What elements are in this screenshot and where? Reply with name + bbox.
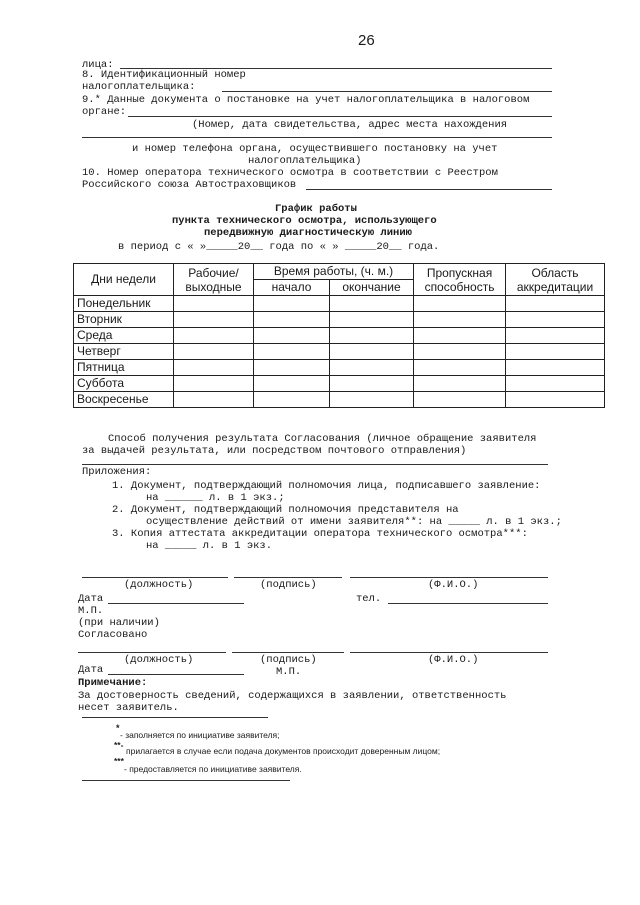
capacity-cell[interactable]: [414, 392, 506, 408]
schedule-title: График работы: [275, 203, 357, 215]
header-start: начало: [254, 280, 330, 296]
accreditation-cell[interactable]: [506, 376, 605, 392]
stamp-label-2: М.П.: [276, 666, 302, 678]
note-title: Примечание:: [78, 677, 148, 689]
header-accreditation: Область аккредитации: [506, 264, 605, 296]
capacity-cell[interactable]: [414, 376, 506, 392]
day-cell: Пятница: [74, 360, 174, 376]
item-8-label: 8. Идентификационный номер: [82, 69, 246, 81]
start-cell[interactable]: [254, 312, 330, 328]
position-caption-2: (должность): [124, 654, 194, 666]
workdays-cell[interactable]: [174, 296, 254, 312]
table-row: [74, 360, 605, 376]
agreed-label: Согласовано: [78, 629, 148, 641]
item-9-label-cont: органе:: [82, 106, 127, 118]
end-cell[interactable]: [330, 344, 414, 360]
method-text-1: Способ получения результата Согласования (личное обращение заявителя: [108, 433, 537, 445]
person-label: лица:: [82, 59, 114, 71]
item-9-label: 9.* Данные документа о постановке на учет налогоплательщика в налоговом: [82, 94, 530, 106]
tax-registration-field-line-2[interactable]: [82, 137, 552, 138]
tax-registration-hint-1: (Номер, дата свидетельства, адрес места нахождения: [192, 119, 508, 131]
day-cell: Четверг: [74, 344, 174, 360]
position-line[interactable]: [82, 577, 228, 578]
table-row: [74, 344, 605, 360]
accreditation-cell[interactable]: [506, 344, 605, 360]
table-row: [74, 376, 605, 392]
attachments-title: Приложения:: [82, 466, 152, 478]
footnote-2: прилагается в случае если подача документов происходит доверенным лицом;: [126, 746, 441, 756]
tax-registration-hint-2: и номер телефона органа, осуществившего постановку на учет: [132, 143, 498, 155]
item-8-label-cont: налогоплательщика:: [82, 81, 196, 93]
fio-line[interactable]: [350, 577, 548, 578]
header-worktime: Время работы, (ч. м.): [254, 264, 414, 280]
capacity-cell[interactable]: [414, 360, 506, 376]
attachment-2: 2. Документ, подтверждающий полномочия представителя на: [112, 504, 459, 516]
note-text-1: За достоверность сведений, содержащихся в заявлении, ответственность: [78, 690, 507, 702]
stamp-label: М.П.: [78, 605, 104, 617]
date-label-2: Дата: [78, 664, 104, 676]
signature-line-2[interactable]: [232, 652, 344, 653]
attachment-3-pages: на _____ л. в 1 экз.: [146, 540, 273, 552]
start-cell[interactable]: [254, 328, 330, 344]
workdays-cell[interactable]: [174, 360, 254, 376]
note-text-2: несет заявитель.: [78, 702, 179, 714]
day-cell: Понедельник: [74, 296, 174, 312]
schedule-period: в период с « »_____20__ года по « » _____20__ года.: [118, 241, 440, 253]
item-10-label: 10. Номер оператора технического осмотра в соответствии с Реестром: [82, 167, 498, 179]
end-cell[interactable]: [330, 296, 414, 312]
fio-caption: (Ф.И.О.): [428, 579, 479, 591]
workdays-cell[interactable]: [174, 344, 254, 360]
date-line-2[interactable]: [108, 674, 244, 675]
page-number: 26: [358, 32, 375, 49]
end-cell[interactable]: [330, 360, 414, 376]
attachment-2-pages: осуществление действий от имени заявителя**: на _____ л. в 1 экз.;: [146, 516, 562, 528]
table-row: [74, 392, 605, 408]
signature-caption-2: (подпись): [260, 654, 317, 666]
table-row: [74, 312, 605, 328]
start-cell[interactable]: [254, 376, 330, 392]
header-workdays: Рабочие/ выходные: [174, 264, 254, 296]
header-end: окончание: [330, 280, 414, 296]
header-capacity: Пропускная способность: [414, 264, 506, 296]
attachment-1-pages: на ______ л. в 1 экз.;: [146, 492, 285, 504]
capacity-cell[interactable]: [414, 328, 506, 344]
footnote-1: - заполняется по инициативе заявителя;: [120, 730, 280, 740]
workdays-cell[interactable]: [174, 328, 254, 344]
workdays-cell[interactable]: [174, 392, 254, 408]
accreditation-cell[interactable]: [506, 312, 605, 328]
method-text-2: за выдачей результата, или посредством почтового отправления): [82, 445, 467, 457]
footnote-2-mark: **-: [114, 740, 124, 750]
accreditation-cell[interactable]: [506, 392, 605, 408]
footnote-3: - предоставляется по инициативе заявителя.: [124, 764, 302, 774]
start-cell[interactable]: [254, 296, 330, 312]
position-caption: (должность): [124, 579, 194, 591]
footnotes-divider: [82, 780, 290, 781]
table-row: [74, 328, 605, 344]
stamp-if-any: (при наличии): [78, 617, 160, 629]
method-field-line[interactable]: [82, 464, 548, 465]
fio-caption-2: (Ф.И.О.): [428, 654, 479, 666]
signature-line[interactable]: [234, 577, 342, 578]
end-cell[interactable]: [330, 312, 414, 328]
schedule-table: [73, 263, 605, 408]
item-10-label-cont: Российского союза Автостраховщиков: [82, 179, 297, 191]
footnote-1-mark: *: [116, 723, 120, 733]
signature-caption: (подпись): [260, 579, 317, 591]
end-cell[interactable]: [330, 328, 414, 344]
operator-number-field-line[interactable]: [306, 189, 552, 190]
capacity-cell[interactable]: [414, 344, 506, 360]
phone-line[interactable]: [388, 603, 548, 604]
position-line-2[interactable]: [78, 652, 226, 653]
accreditation-cell[interactable]: [506, 328, 605, 344]
tax-registration-field-line[interactable]: [128, 116, 552, 117]
start-cell[interactable]: [254, 344, 330, 360]
start-cell[interactable]: [254, 360, 330, 376]
workdays-cell[interactable]: [174, 376, 254, 392]
day-cell: Воскресенье: [74, 392, 174, 408]
start-cell[interactable]: [254, 392, 330, 408]
end-cell[interactable]: [330, 392, 414, 408]
attachment-3: 3. Копия аттестата аккредитации оператора технического осмотра***:: [112, 528, 528, 540]
end-cell[interactable]: [330, 376, 414, 392]
header-days: Дни недели: [74, 264, 174, 296]
day-cell: Суббота: [74, 376, 174, 392]
day-cell: Вторник: [74, 312, 174, 328]
tax-registration-hint-3: налогоплательщика): [248, 155, 362, 167]
footnote-3-mark: ***: [114, 756, 124, 766]
date-line[interactable]: [108, 603, 244, 604]
schedule-subtitle-1: пункта технического осмотра, использующего: [172, 215, 437, 227]
table-row: [74, 296, 605, 312]
workdays-cell[interactable]: [174, 312, 254, 328]
fio-line-2[interactable]: [350, 652, 548, 653]
accreditation-cell[interactable]: [506, 296, 605, 312]
note-divider: [82, 717, 268, 718]
inn-field-line[interactable]: [222, 91, 552, 92]
day-cell: Среда: [74, 328, 174, 344]
phone-label: тел.: [356, 593, 382, 605]
schedule-subtitle-2: передвижную диагностическую линию: [204, 227, 412, 239]
accreditation-cell[interactable]: [506, 360, 605, 376]
attachment-1: 1. Документ, подтверждающий полномочия лица, подписавшего заявление:: [112, 480, 541, 492]
capacity-cell[interactable]: [414, 296, 506, 312]
date-label: Дата: [78, 593, 104, 605]
capacity-cell[interactable]: [414, 312, 506, 328]
